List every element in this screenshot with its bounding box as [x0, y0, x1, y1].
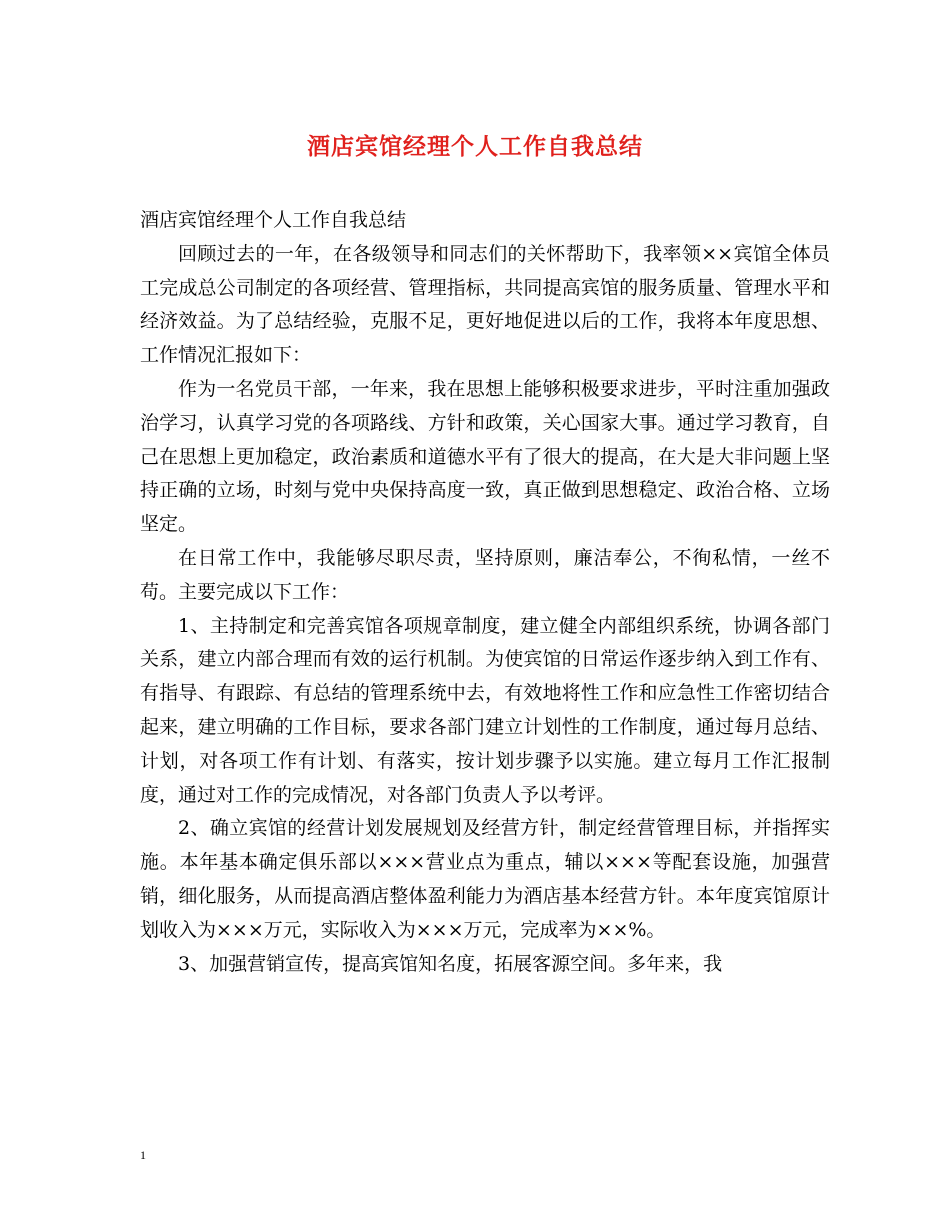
paragraph-political-thought: 作为一名党员干部，一年来，我在思想上能够积极要求进步，平时注重加强政治学习，认真学习党的各项路线、方针和政策，关心国家大事。通过学习教育，自己在思想上更加稳定，政治素质和道德水平有了很大的提高，在大是大非问题上坚持正确的立场，时刻与党中央保持高度一致，真正做到思想稳定、政治合格、立场坚定。: [140, 377, 830, 536]
paragraph-item-3: 3、加强营销宣传，提高宾馆知名度，拓展客源空间。多年来，我: [178, 952, 723, 975]
document-body: [140, 204, 830, 981]
paragraph-daily-work: 在日常工作中，我能够尽职尽责，坚持原则，廉洁奉公，不徇私情，一丝不苟。主要完成以下工作：: [140, 546, 830, 603]
paragraph-intro: 回顾过去的一年，在各级领导和同志们的关怀帮助下，我率领××宾馆全体员工完成总公司制定的各项经营、管理指标，共同提高宾馆的服务质量、管理水平和经济效益。为了总结经验，克服不足，更好地促进以后的工作，我将本年度思想、工作情况汇报如下：: [140, 242, 830, 367]
document-subtitle: 酒店宾馆经理个人工作自我总结: [140, 209, 407, 231]
document-title: 酒店宾馆经理个人工作自我总结: [307, 133, 643, 160]
paragraph-item-2: 2、确立宾馆的经营计划发展规划及经营方针，制定经营管理目标，并指挥实施。本年基本确定俱乐部以×××营业点为重点，辅以×××等配套设施，加强营销，细化服务，从而提高酒店整体盈利能力为酒店基本经营方针。本年度宾馆原计划收入为×××万元，实际收入为×××万元，完成率为××%。: [140, 817, 830, 941]
page-number: 1: [140, 1148, 146, 1162]
paragraph-item-1: 1、主持制定和完善宾馆各项规章制度，建立健全内部组织系统，协调各部门关系，建立内部合理而有效的运行机制。为使宾馆的日常运作逐步纳入到工作有、有指导、有跟踪、有总结的管理系统中去，有效地将性工作和应急性工作密切结合起来，建立明确的工作目标，要求各部门建立计划性的工作制度，通过每月总结、计划，对各项工作有计划、有落实，按计划步骤予以实施。建立每月工作汇报制度，通过对工作的完成情况，对各部门负责人予以考评。: [140, 614, 830, 806]
